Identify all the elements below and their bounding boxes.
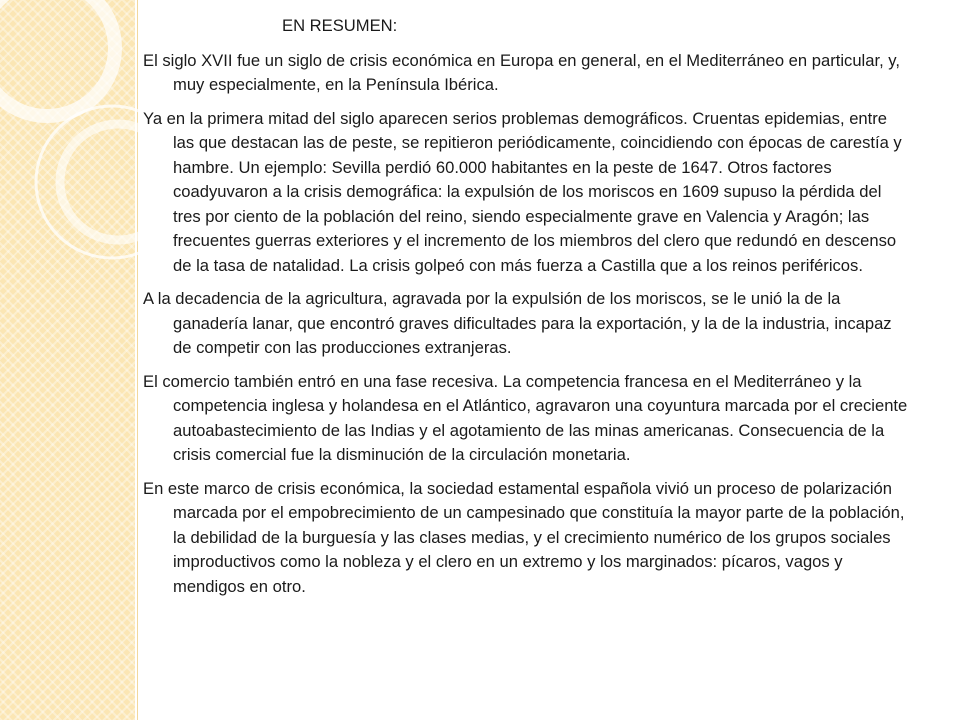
- paragraph-demography: Ya en la primera mitad del siglo aparecen serios problemas demográficos. Cruentas epidemias, entre las que destacan las de peste, se repitieron periódicamente, coincidiendo con épocas de carestía y hambre. Un ejemplo: Sevilla perdió 60.000 habitantes en la peste de 1647. Otros factores coadyuvaron a la crisis demográfica: la expulsión de los moriscos en 1609 supuso la pérdida del tres por ciento de la población del reino, siendo especialmente grave en Valencia y Aragón; las frecuentes guerras exteriores y el incremento de los miembros del clero que redundó en descenso de la tasa de natalidad. La crisis golpeó con más fuerza a Castilla que a los reinos periféricos.: [143, 108, 902, 275]
- paragraph-society: En este marco de crisis económica, la sociedad estamental española vivió un proceso de polarización marcada por el empobrecimiento de un campesinado que constituía la mayor parte de la población, la debilidad de la burguesía y las clases medias, y el crecimiento numérico de los grupos sociales improductivos como la nobleza y el clero en un extremo y los marginados: pícaros, vagos y mendigos en otro.: [143, 478, 905, 596]
- paragraph-agriculture: A la decadencia de la agricultura, agravada por la expulsión de los moriscos, se le unió la de la ganadería lanar, que encontró graves dificultades para la exportación, y la de la industria, incapaz de competir con las producciones extranjeras.: [143, 289, 892, 357]
- paragraph-commerce: El comercio también entró en una fase recesiva. La competencia francesa en el Mediterráneo y la competencia inglesa y holandesa en el Atlántico, agravaron una coyuntura marcada por el creciente autoabastecimiento de las Indias y el agotamiento de las minas americanas. Consecuencia de la crisis comercial fue la disminución de la circulación monetaria.: [143, 371, 908, 464]
- paragraph-intro: El siglo XVII fue un siglo de crisis económica en Europa en general, en el Mediterráneo en particular, y, muy especialmente, en la Península Ibérica.: [143, 50, 900, 94]
- slide-content: [143, 14, 908, 608]
- decorative-ring-large: [0, 0, 115, 116]
- slide-heading: EN RESUMEN:: [282, 16, 398, 35]
